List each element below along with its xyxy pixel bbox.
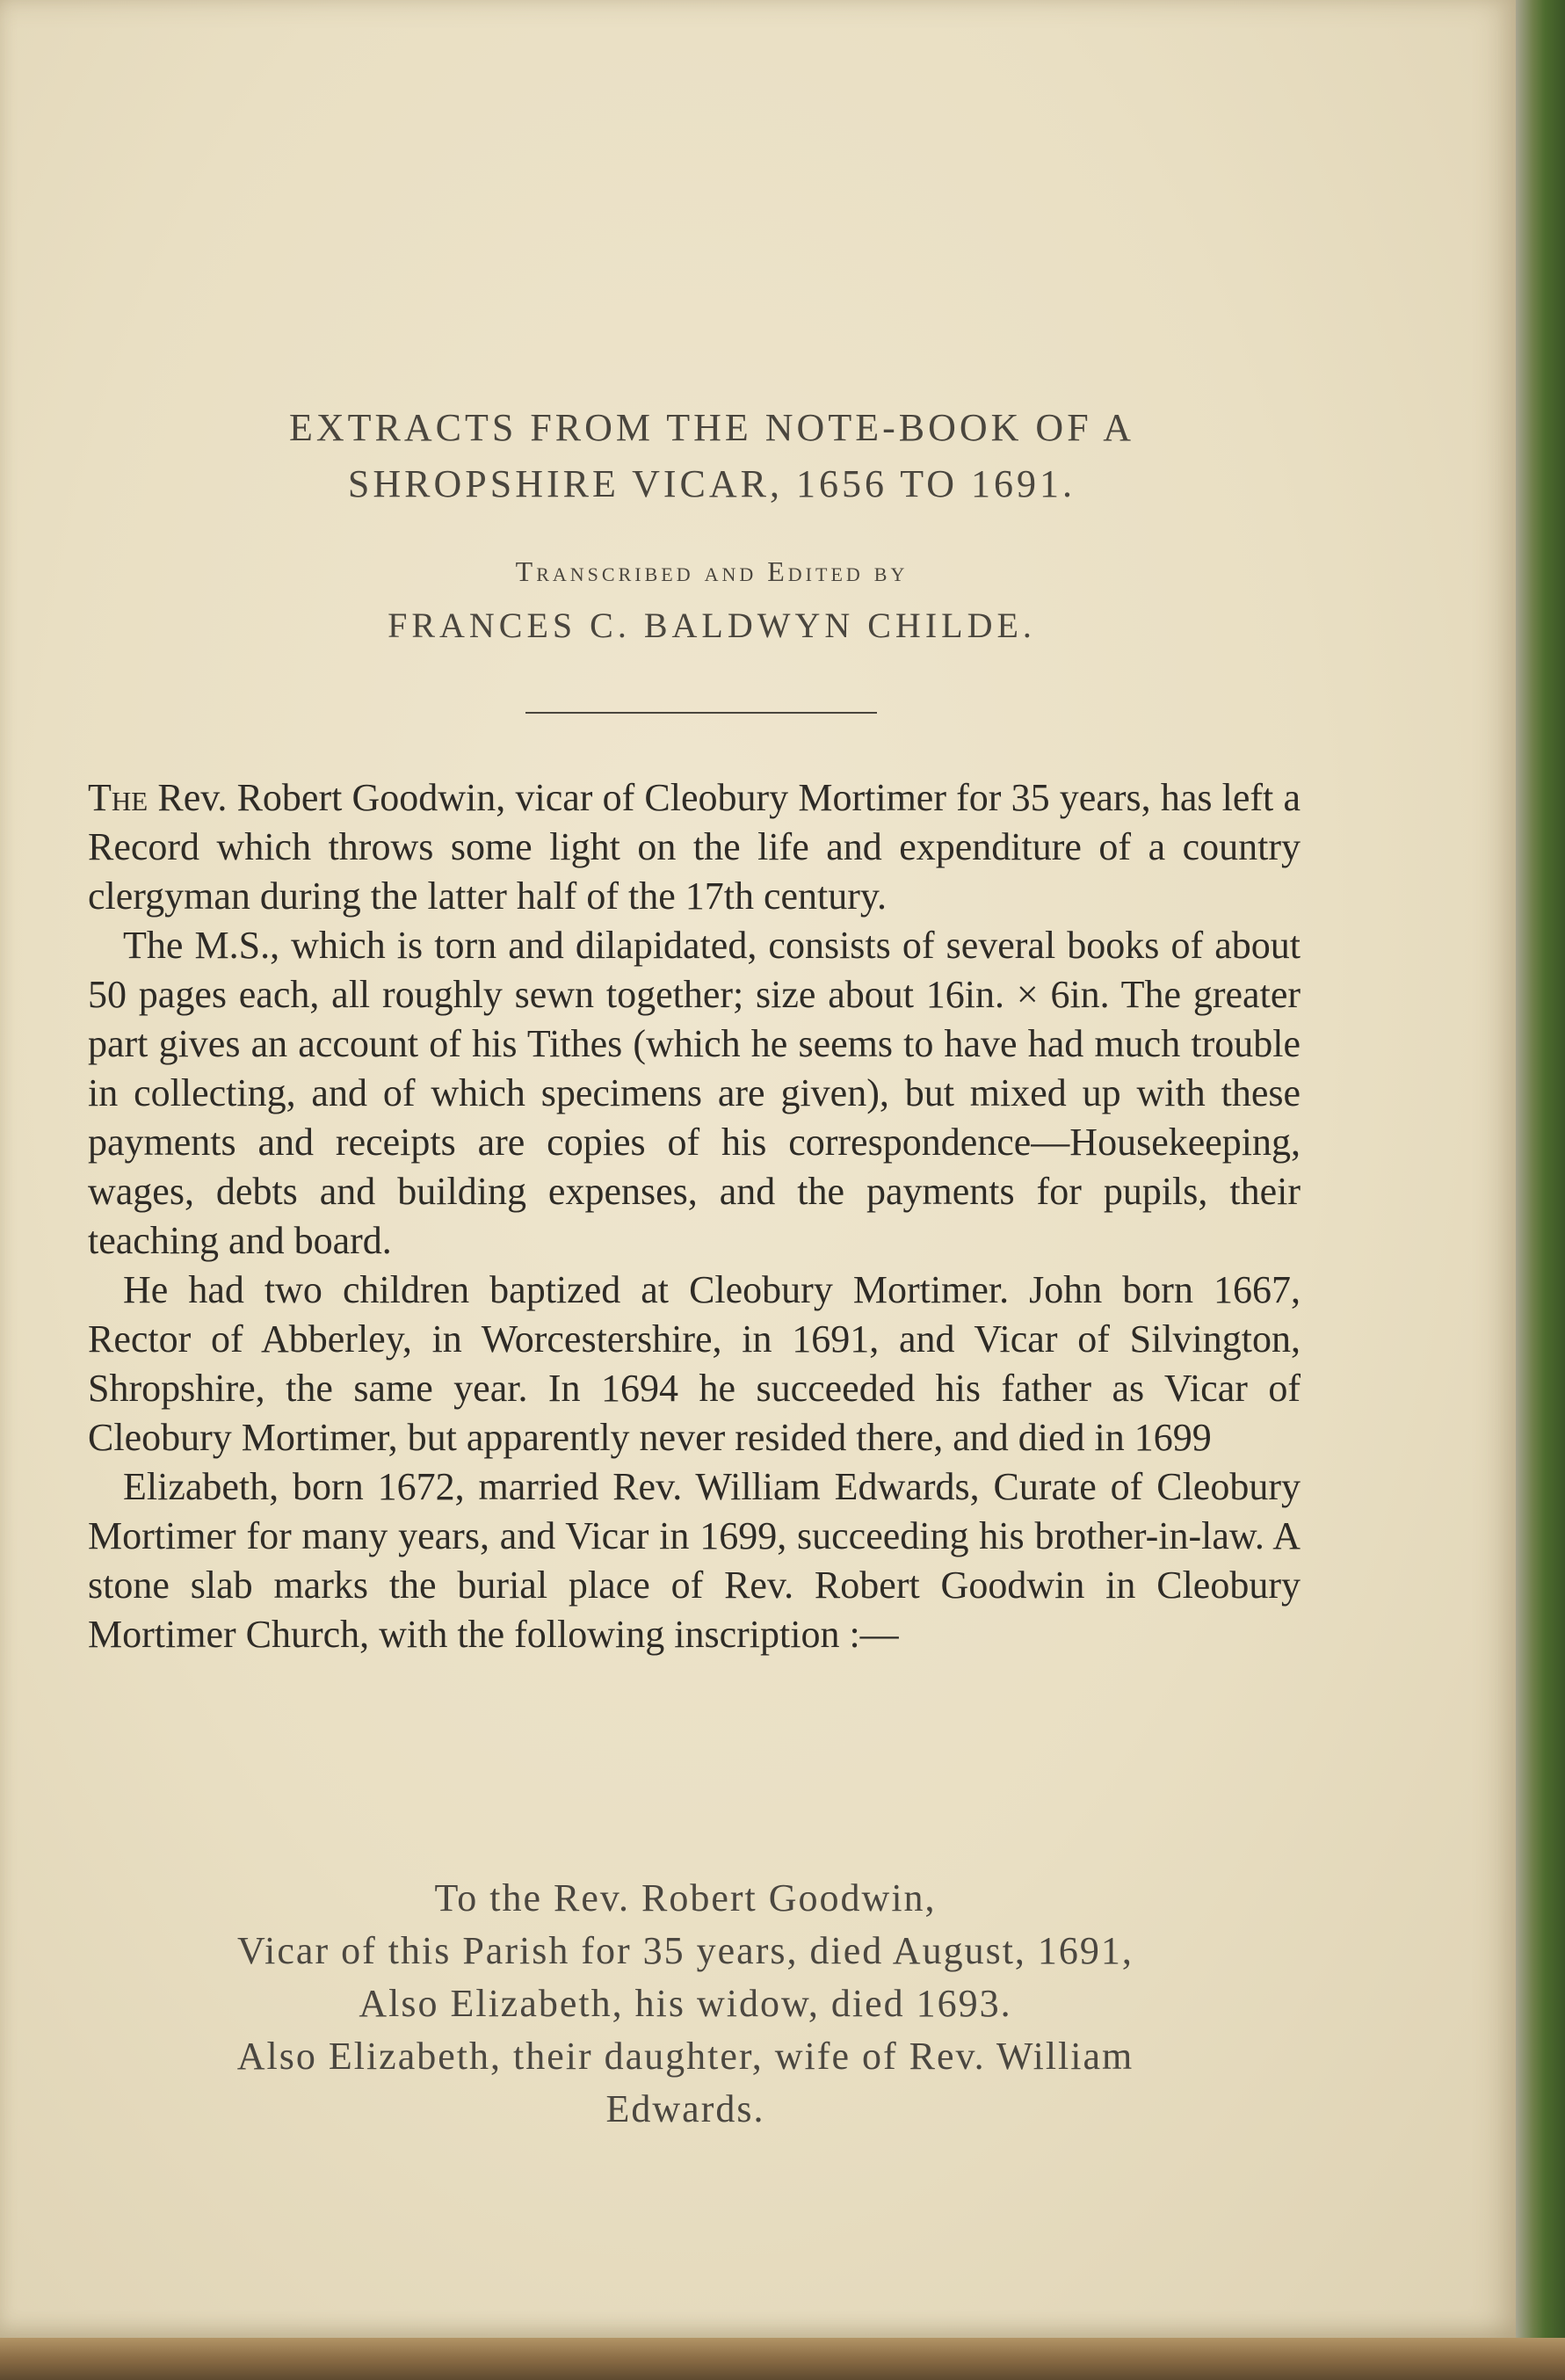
inscription-line-3: Also Elizabeth, his widow, died 1693. [359, 1982, 1012, 2025]
inscription-line-2: Vicar of this Parish for 35 years, died August, 1691, [237, 1929, 1134, 1972]
article-title [132, 400, 1292, 512]
inscription-block [62, 1872, 1309, 2136]
title-line-1: EXTRACTS FROM THE NOTE-BOOK OF A [288, 406, 1135, 449]
paragraph-2: The M.S., which is torn and dilapidated, consists of several books of about 50 pages each, all roughly sewn together; size about 16in. × 6in. The greater part gives an account of his Tithes (which he seems to have had much trouble in collecting, and of which specimens are given), but mixed up with these payments and receipts are copies of his correspondence—Housekeeping, wages, debts and building expenses, and the payments for pupils, their teaching and board. [88, 924, 1301, 1262]
book-bottom-edge [0, 2338, 1565, 2380]
editor-name: FRANCES C. BALDWYN CHILDE. [388, 606, 1036, 645]
inscription-line-1: To the Rev. Robert Goodwin, [434, 1876, 937, 1919]
paragraph-3: He had two children baptized at Cleobury Mortimer. John born 1667, Rector of Abberley, in Worcestershire, in 1691, and Vicar of Silvington, Shropshire, the same year. In 1694 he succeeded his father as Vicar of Cleobury Mortimer, but apparently never resided there, and died in 1699 [88, 1268, 1301, 1459]
article-body [88, 773, 1301, 1659]
credit-line: Transcribed and Edited by [515, 555, 909, 587]
title-line-2: SHROPSHIRE VICAR, 1656 TO 1691. [347, 462, 1076, 505]
inscription-line-4: Also Elizabeth, their daughter, wife of Rev. William [236, 2035, 1134, 2078]
paragraph-1-text: Rev. Robert Goodwin, vicar of Cleobury Mortimer for 35 years, has left a Record which throws some light on the life and expenditure of a country clergyman during the latter half of the 17th century. [88, 776, 1301, 918]
paragraph-1-lead: The [88, 776, 149, 819]
divider-rule [525, 712, 877, 714]
paragraph-4: Elizabeth, born 1672, married Rev. William Edwards, Curate of Cleobury Mortimer for many years, and Vicar in 1699, succeeding his brother-in-law. A stone slab marks the burial place of Rev. Robert Goodwin in Cleobury Mortimer Church, with the following inscription :— [88, 1465, 1301, 1656]
book-spine [1516, 0, 1565, 2380]
inscription-line-5: Edwards. [605, 2087, 765, 2130]
paragraph-1 [88, 773, 1301, 921]
